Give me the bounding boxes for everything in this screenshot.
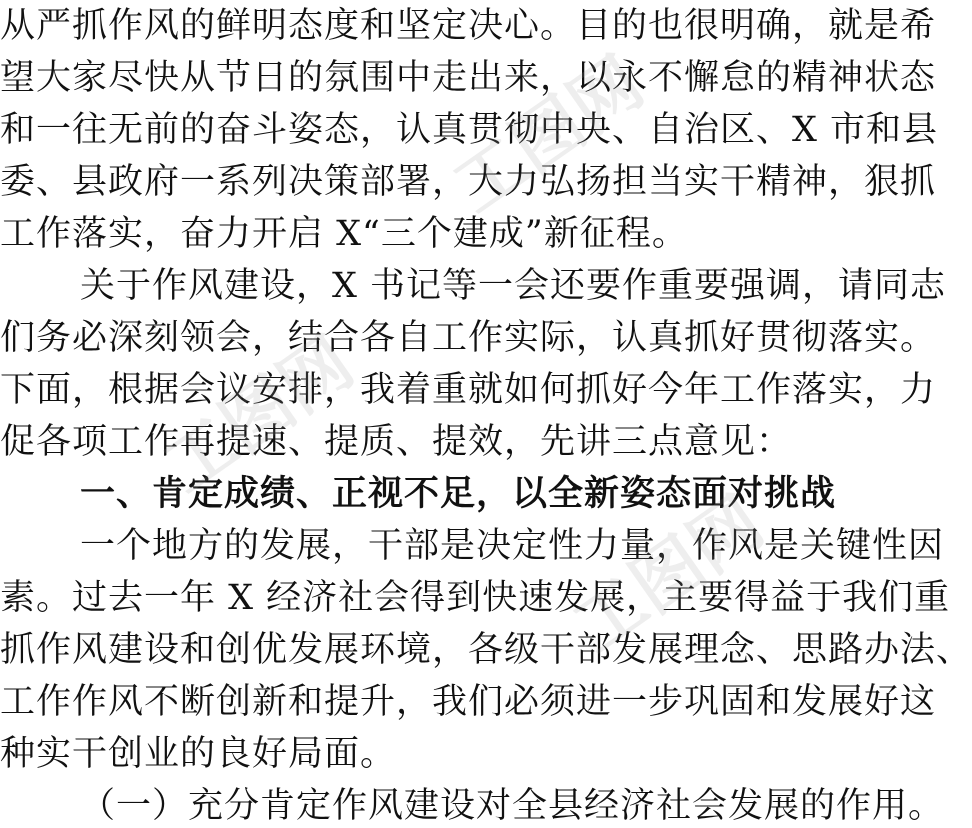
watermark-logo: 工图网 [558,481,778,669]
paragraph-line: 关于作风建设，X 书记等一会还要作重要强调，请同志 [80,266,947,306]
paragraph-line: 抓作风建设和创优发展环境，各级干部发展理念、思路办法、 [0,630,972,670]
paragraph-line: 委、县政府一系列决策部署，大力弘扬担当实干精神，狠抓 [0,162,937,202]
paragraph-line: 望大家尽快从节日的氛围中走出来，以永不懈怠的精神状态 [0,58,937,98]
paragraph-line: 促各项工作再提速、提质、提效，先讲三点意见： [0,422,793,462]
paragraph-line: 下面，根据会议安排，我着重就如何抓好今年工作落实，力 [0,370,937,410]
watermark-logo: 工图网 [148,321,368,509]
paragraph-line: 从严抓作风的鲜明态度和坚定决心。目的也很明确，就是希 [0,6,937,46]
subsection-heading: （一）充分肯定作风建设对全县经济社会发展的作用。 [80,786,945,826]
paragraph-line: 们务必深刻领会，结合各自工作实际，认真抓好贯彻落实。 [0,318,937,358]
paragraph-line: 工作作风不断创新和提升，我们必须进一步巩固和发展好这 [0,682,937,722]
paragraph-line: 素。过去一年 X 经济社会得到快速发展，主要得益于我们重 [0,578,951,618]
paragraph-line: 一个地方的发展，干部是决定性力量，作风是关键性因 [80,526,945,566]
section-heading: 一、肯定成绩、正视不足，以全新姿态面对挑战 [80,474,837,514]
paragraph-line: 工作落实，奋力开启 X“三个建成”新征程。 [0,214,688,254]
paragraph-line: 种实干创业的良好局面。 [0,734,397,774]
paragraph-line: 和一往无前的奋斗姿态，认真贯彻中央、自治区、X 市和县 [0,110,939,150]
watermark-logo: 工图网 [438,41,658,229]
